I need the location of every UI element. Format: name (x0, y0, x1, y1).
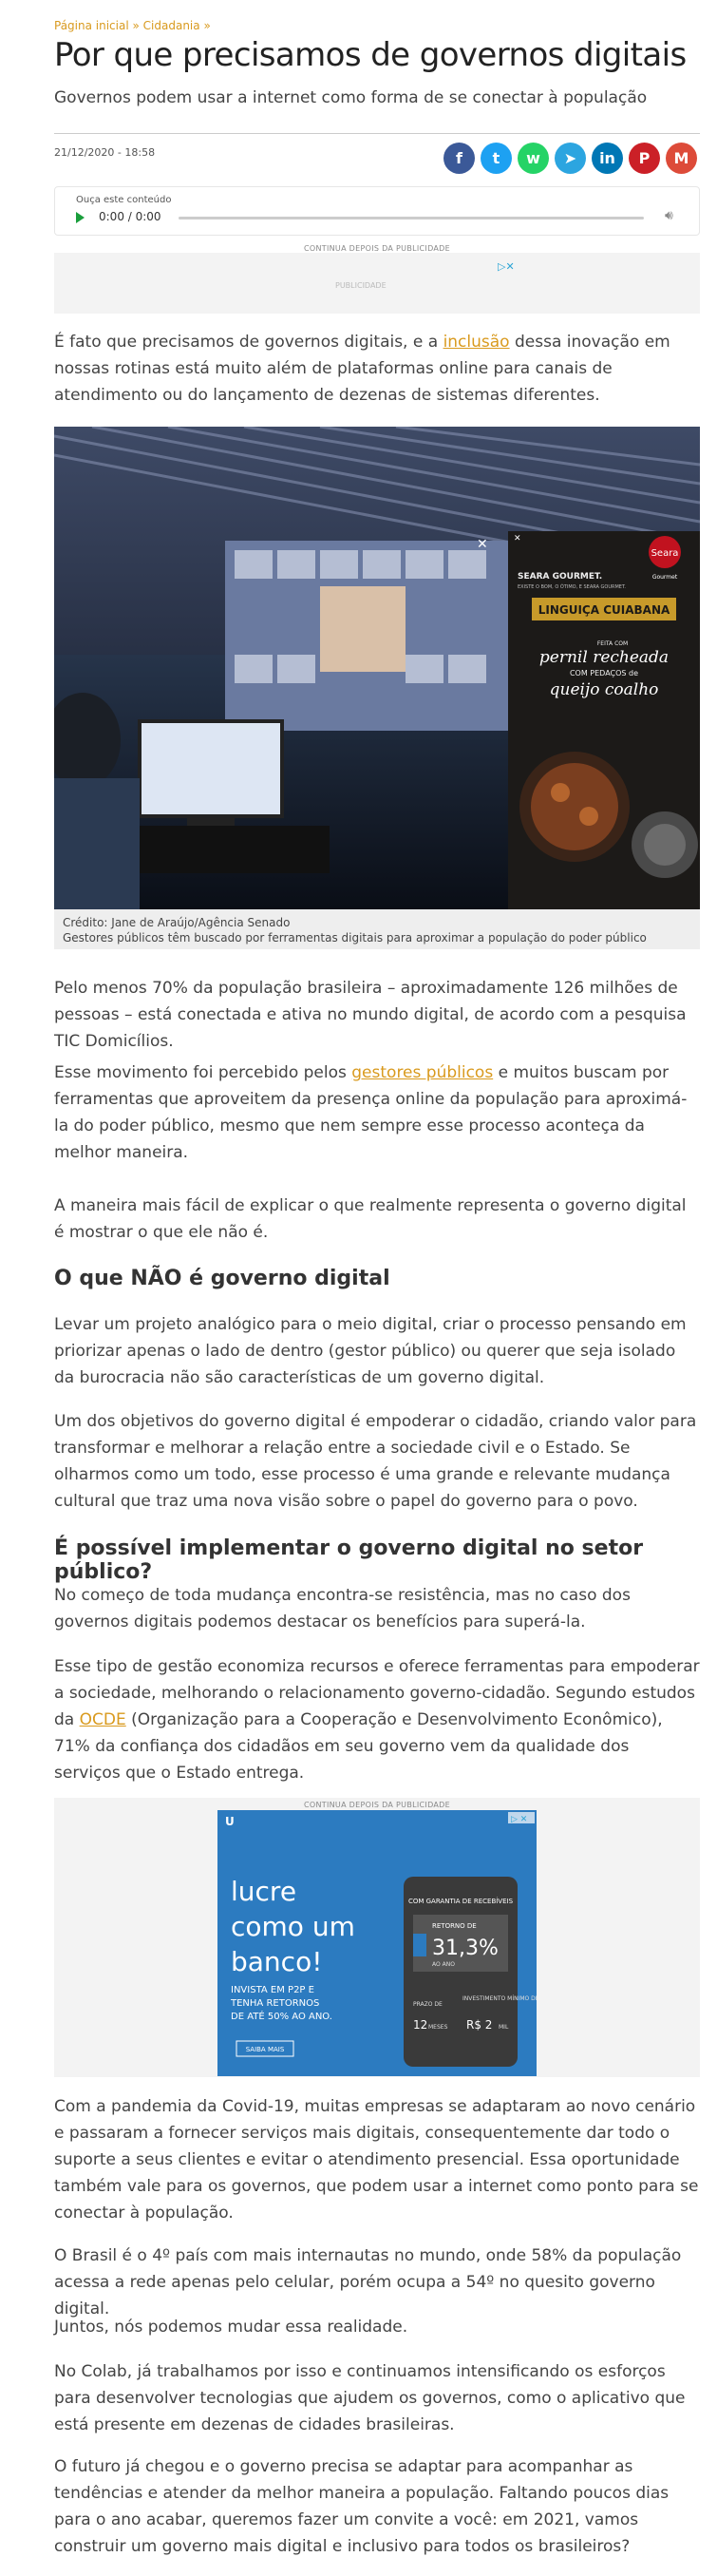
telegram-share-button[interactable] (555, 143, 586, 174)
breadcrumb-separator: » (203, 19, 211, 32)
pinterest-icon: P (638, 149, 651, 167)
paragraph: No começo de toda mudança encontra-se resistência, mas no caso dos governos digitais podemos destacar os benefícios para superá-la. (54, 1586, 631, 1631)
pinterest-share-button[interactable] (629, 143, 660, 174)
paragraph: Um dos objetivos do governo digital é empoderar o cidadão, criando valor para transformar e melhorar a relação entre a sociedade civil e o Estado. Se olharmos como um todo, esse processo é uma grande e relevante mudança cultural que traz uma nova visão sobre o papel do governo para o povo. (54, 1412, 697, 1511)
facebook-icon: f (456, 149, 462, 167)
share-bar (443, 143, 697, 174)
svg-text:TENHA RETORNOS: TENHA RETORNOS (231, 1998, 320, 2009)
section-heading: É possível implementar o governo digital no setor público? (54, 1536, 644, 1584)
bank-card-period: AO ANO (432, 1961, 455, 1968)
breadcrumb (54, 19, 211, 32)
paragraph: Esse tipo de gestão economiza recursos e oferece ferramentas para empoderar a sociedade, melhorando o relacionamento governo-cidadão. Segundo estudos da OCDE (Organização para a Cooperação e Desenvolvimento Econômico), 71% da confiança dos cidadãos em seu governo vem da qualidade dos serviços que o Estado entrega. (54, 1657, 700, 1783)
bank-ad[interactable] (217, 1810, 537, 2076)
play-icon[interactable] (76, 212, 85, 223)
bank-term-unit: MESES (428, 2024, 448, 2031)
divider (54, 133, 700, 134)
svg-text:como um: como um (231, 1911, 355, 1942)
svg-text:✕: ✕ (514, 534, 521, 544)
bank-term-label: PRAZO DE (413, 2001, 443, 2008)
ad-placeholder: PUBLICIDADE (335, 281, 387, 290)
breadcrumb-home-link[interactable]: Página inicial (54, 19, 129, 32)
section-heading: O que NÃO é governo digital (54, 1267, 390, 1290)
photo-caption (54, 909, 700, 949)
whatsapp-icon: w (526, 149, 540, 167)
telegram-icon: ➤ (563, 149, 577, 167)
gmail-icon: M (673, 149, 689, 167)
linkedin-icon: in (599, 149, 615, 167)
breadcrumb-section-link[interactable]: Cidadania (142, 19, 200, 32)
audio-player (54, 186, 700, 236)
svg-text:▷ ✕: ▷ ✕ (511, 1815, 528, 1824)
page-title: Por que precisamos de governos digitais (54, 36, 687, 74)
paragraph: O Brasil é o 4º país com mais internautas no mundo, onde 58% da população acessa a rede apenas pelo celular, porém ocupa a 54º no quesito governo digital. (54, 2246, 682, 2318)
paragraph: O futuro já chegou e o governo precisa se adaptar para acompanhar as tendências e atender da melhor maneira a população. Faltando poucos dias para o ano acabar, queremos fazer um convite a você: em 2021, vamos construir um governo mais digital e inclusivo para todos os brasileiros? (54, 2457, 670, 2556)
ad-label: CONTINUA DEPOIS DA PUBLICIDADE (304, 244, 450, 253)
seara-product: LINGUIÇA CUIABANA (538, 603, 670, 617)
paragraph: No Colab, já trabalhamos por isso e continuamos intensificando os esforços para desenvolver tecnologias que ajudem os governos, como o aplicativo que está presente em dezenas de cidades brasileiras. (54, 2362, 686, 2434)
twitter-icon: t (492, 149, 500, 167)
linkedin-share-button[interactable] (592, 143, 623, 174)
paragraph: Pelo menos 70% da população brasileira – aproximadamente 126 milhões de pessoas – está conectada e ativa no mundo digital, de acordo com a pesquisa TIC Domicílios. (54, 979, 687, 1051)
audio-label: Ouça este conteúdo (76, 195, 172, 205)
svg-text:lucre: lucre (231, 1876, 297, 1907)
bank-min-value: R$ 2 (466, 2018, 493, 2032)
ocde-link[interactable]: OCDE (79, 1710, 126, 1729)
whatsapp-share-button[interactable] (518, 143, 549, 174)
breadcrumb-separator: » (132, 19, 140, 32)
facebook-share-button[interactable] (443, 143, 475, 174)
publish-date: 21/12/2020 - 18:58 (54, 146, 156, 159)
twitter-share-button[interactable] (481, 143, 512, 174)
volume-icon[interactable]: 🔊︎ (665, 208, 673, 223)
inclusao-link[interactable]: inclusão (443, 333, 510, 352)
bank-min-unit: MIL (499, 2024, 509, 2031)
gmail-share-button[interactable] (666, 143, 697, 174)
audio-time: 0:00 / 0:00 (99, 210, 161, 223)
bank-term-value: 12 (413, 2018, 428, 2032)
article-subtitle: Governos podem usar a internet como forma de se conectar à população (54, 88, 648, 107)
bank-cta: SAIBA MAIS (245, 2046, 285, 2053)
bank-card-value: 31,3% (432, 1937, 499, 1960)
svg-text:banco!: banco! (231, 1946, 323, 1977)
bank-logo: U (225, 1815, 235, 1828)
seara-script1: pernil recheada (538, 648, 670, 667)
seara-logo-subtext: Gourmet (651, 574, 678, 581)
paragraph: Levar um projeto analógico para o meio digital, criar o processo pensando em priorizar apenas o lado de dentro (gestor público) ou querer que seja isolado da burocracia não são características de um governo digital. (54, 1315, 687, 1387)
photo-credit: Crédito: Jane de Araújo/Agência Senado (63, 916, 291, 929)
photo-caption-text: Gestores públicos têm buscado por ferramentas digitais para aproximar a população do poder público (63, 931, 647, 945)
svg-text:DE ATÉ 50% AO ANO.: DE ATÉ 50% AO ANO. (231, 2012, 332, 2022)
seara-ad[interactable] (508, 531, 700, 909)
ad-slot-top (54, 253, 700, 314)
seara-script2: queijo coalho (549, 680, 659, 699)
audio-progress-bar[interactable] (179, 217, 644, 219)
svg-text:INVISTA EM P2P E: INVISTA EM P2P E (231, 1985, 314, 1995)
gestores-publicos-link[interactable]: gestores públicos (351, 1063, 494, 1082)
paragraph: A maneira mais fácil de explicar o que realmente representa o governo digital é mostrar o que ele não é. (54, 1196, 687, 1242)
ad-label: CONTINUA DEPOIS DA PUBLICIDADE (304, 1801, 450, 1809)
bank-card-label: RETORNO DE (432, 1922, 477, 1930)
bank-card-title: COM GARANTIA DE RECEBÍVEIS (407, 1898, 514, 1905)
paragraph: Com a pandemia da Covid-19, muitas empresas se adaptaram ao novo cenário e passaram a fornecer serviços mais digitais, consequentemente dar todo o suporte a seus clientes e evitar o atendimento presencial. Essa oportunidade também vale para os governos, que podem usar a internet como ponto para se conectar à população. (54, 2097, 699, 2223)
seara-script-small: COM PEDAÇOS de (569, 669, 639, 677)
seara-logo-text: Seara (651, 548, 679, 559)
paragraph: É fato que precisamos de governos digitais, e a inclusão dessa inovação em nossas rotinas está muito além de plataformas online para canais de atendimento ou do lançamento de dezenas de sistemas diferentes. (54, 333, 670, 405)
svg-text:✕: ✕ (477, 537, 488, 552)
paragraph: Juntos, nós podemos mudar essa realidade. (54, 2318, 408, 2337)
ad-info-icon[interactable]: ▷✕ (498, 260, 515, 273)
paragraph: Esse movimento foi percebido pelos gestores públicos e muitos buscam por ferramentas que aproveitem da presença online da população para aproximá-la do poder público, mesmo que nem sempre esse processo aconteça da melhor maneira. (54, 1063, 688, 1162)
seara-top-line2: EXISTE O BOM, O ÓTIMO, E SEARA GOURMET. (518, 584, 626, 590)
bank-min-label: INVESTIMENTO MÍNIMO DE (462, 1995, 537, 2002)
seara-script-pre: FEITA COM (596, 640, 629, 647)
seara-top-line: SEARA GOURMET. (518, 572, 603, 582)
